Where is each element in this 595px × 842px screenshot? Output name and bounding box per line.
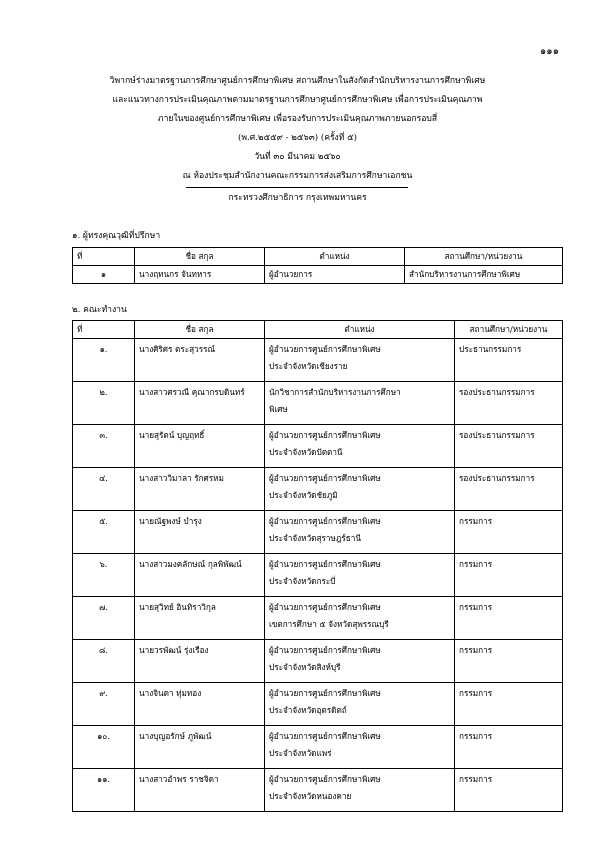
member-position: [265, 382, 455, 425]
section2-heading: ๒. คณะทำงาน: [72, 305, 127, 315]
table-header-row: [73, 321, 563, 339]
position-line: ผู้อำนวยการศูนย์การศึกษาพิเศษ: [269, 774, 381, 784]
position-line: ประจำจังหวัดหนองคาย: [269, 791, 352, 801]
row-number: ๙.: [73, 683, 135, 726]
member-position: [265, 640, 455, 683]
advisor-table: [72, 247, 563, 284]
position-line: ประจำจังหวัดเชียงราย: [269, 361, 348, 371]
position-line: ผู้อำนวยการศูนย์การศึกษาพิเศษ: [269, 430, 381, 440]
position-line: ผู้อำนวยการ: [269, 269, 313, 279]
position-line: ประจำจังหวัดชัยภูมิ: [269, 490, 338, 500]
header-position: ตำแหน่ง: [265, 321, 455, 339]
member-position: [265, 468, 455, 511]
member-position: [265, 554, 455, 597]
member-name: นางฤทนกร จันทหาร: [135, 266, 265, 284]
position-line: นักวิชาการสำนักบริหารงานการศึกษา: [269, 387, 401, 397]
member-role: กรรมการ: [455, 597, 563, 640]
member-position: [265, 726, 455, 769]
member-name: นายวรพัฒน์ รุ่งเรือง: [135, 640, 265, 683]
member-role: ประธานกรรมการ: [455, 339, 563, 382]
member-position: [265, 511, 455, 554]
working-group-table: [72, 320, 563, 812]
member-role: รองประธานกรรมการ: [455, 468, 563, 511]
title-line: (พ.ศ.๒๕๕๙ - ๒๕๖๓) (ครั้งที่ ๕): [237, 133, 358, 143]
member-role: กรรมการ: [455, 511, 563, 554]
member-role: กรรมการ: [455, 554, 563, 597]
header-name: ชื่อ สกุล: [135, 248, 265, 266]
position-line: ผู้อำนวยการศูนย์การศึกษาพิเศษ: [269, 731, 381, 741]
table-row: [73, 468, 563, 511]
position-line: ผู้อำนวยการศูนย์การศึกษาพิเศษ: [269, 559, 381, 569]
position-line: ประจำจังหวัดสุราษฎร์ธานี: [269, 533, 361, 543]
member-name: นางศิริศร ตระสุวรรณ์: [135, 339, 265, 382]
title-divider: [186, 187, 408, 188]
position-line: ประจำจังหวัดสิงห์บุรี: [269, 662, 341, 672]
member-role: กรรมการ: [455, 683, 563, 726]
header-no: ที่: [73, 321, 135, 339]
row-number: ๕.: [73, 511, 135, 554]
header-name: ชื่อ สกุล: [135, 321, 265, 339]
document-title: [50, 72, 545, 186]
title-line: วิพากษ์ร่างมาตรฐานการศึกษาศูนย์การศึกษาพิเศษ สถานศึกษาในสังกัดสำนักบริหารงานการศึกษาพิเศษ: [109, 76, 486, 86]
row-number: ๑๑.: [73, 769, 135, 812]
position-line: เขตการศึกษา ๕ จังหวัดสุพรรณบุรี: [269, 619, 389, 629]
table-row: [73, 266, 563, 284]
table-row: [73, 554, 563, 597]
position-line: ผู้อำนวยการศูนย์การศึกษาพิเศษ: [269, 602, 381, 612]
row-number: ๑: [73, 266, 135, 284]
row-number: ๒.: [73, 382, 135, 425]
title-line: ภายในของศูนย์การศึกษาพิเศษ เพื่อรองรับการประเมินคุณภาพภายนอกรอบสี่: [157, 114, 438, 124]
table-row: [73, 511, 563, 554]
table-row: [73, 683, 563, 726]
member-role: กรรมการ: [455, 640, 563, 683]
position-line: ผู้อำนวยการศูนย์การศึกษาพิเศษ: [269, 688, 381, 698]
title-line: ณ ห้องประชุมสำนักงานคณะกรรมการส่งเสริมการศึกษาเอกชน: [182, 171, 413, 181]
header-position: ตำแหน่ง: [265, 248, 405, 266]
member-position: [265, 266, 405, 284]
member-role: กรรมการ: [455, 769, 563, 812]
position-line: ผู้อำนวยการศูนย์การศึกษาพิเศษ: [269, 516, 381, 526]
member-name: นางสาววิมาลา รักศรหม: [135, 468, 265, 511]
row-number: ๗.: [73, 597, 135, 640]
section1-heading: ๑. ผู้ทรงคุณวุฒิที่ปรึกษา: [72, 231, 161, 241]
row-number: ๑๐.: [73, 726, 135, 769]
row-number: ๔.: [73, 468, 135, 511]
member-role: กรรมการ: [455, 726, 563, 769]
page-number: ๑๑๑: [539, 46, 559, 57]
title-line: วันที่ ๓๐ มีนาคม ๒๕๖๐: [254, 152, 341, 162]
row-number: ๓.: [73, 425, 135, 468]
member-name: นายณัฐพงษ์ บำรุง: [135, 511, 265, 554]
member-name: นางบุญอรักษ์ ภูพัฒน์: [135, 726, 265, 769]
ministry-line: กระทรวงศึกษาธิการ กรุงเทพมหานคร: [228, 193, 367, 203]
position-line: ประจำจังหวัดอุตรดิตถ์: [269, 705, 347, 715]
member-position: [265, 597, 455, 640]
member-name: นายสุรัตน์ บุญฤทธิ์: [135, 425, 265, 468]
member-name: นางสาวมงคลักษณ์ กุลพิพัฒน์: [135, 554, 265, 597]
member-role: รองประธานกรรมการ: [455, 425, 563, 468]
header-org: สถานศึกษา/หน่วยงาน: [455, 321, 563, 339]
table-row: [73, 640, 563, 683]
member-position: [265, 339, 455, 382]
table-row: [73, 769, 563, 812]
member-role: รองประธานกรรมการ: [455, 382, 563, 425]
position-line: พิเศษ: [269, 404, 288, 414]
position-line: ประจำจังหวัดกระบี่: [269, 576, 336, 586]
position-line: ผู้อำนวยการศูนย์การศึกษาพิเศษ: [269, 473, 381, 483]
table-row: [73, 425, 563, 468]
row-number: ๑.: [73, 339, 135, 382]
table-row: [73, 726, 563, 769]
position-line: ผู้อำนวยการศูนย์การศึกษาพิเศษ: [269, 344, 381, 354]
member-position: [265, 683, 455, 726]
position-line: ผู้อำนวยการศูนย์การศึกษาพิเศษ: [269, 645, 381, 655]
table-row: [73, 597, 563, 640]
member-role: สำนักบริหารงานการศึกษาพิเศษ: [405, 266, 563, 284]
member-name: นายสุวิทย์ อินทิราวิกุล: [135, 597, 265, 640]
member-position: [265, 769, 455, 812]
row-number: ๖.: [73, 554, 135, 597]
table-header-row: [73, 248, 563, 266]
position-line: ประจำจังหวัดแพร่: [269, 748, 332, 758]
title-line: และแนวทางการประเมินคุณภาพตามมาตรฐานการศึกษาศูนย์การศึกษาพิเศษ เพื่อการประเมินคุณภาพ: [112, 95, 483, 105]
row-number: ๘.: [73, 640, 135, 683]
member-position: [265, 425, 455, 468]
table-row: [73, 382, 563, 425]
member-name: นางสาวอำพร ราชจิดา: [135, 769, 265, 812]
header-org: สถานศึกษา/หน่วยงาน: [405, 248, 563, 266]
member-name: นางจินดา ทุ่มทอง: [135, 683, 265, 726]
position-line: ประจำจังหวัดปัตตานี: [269, 447, 343, 457]
table-row: [73, 339, 563, 382]
header-no: ที่: [73, 248, 135, 266]
member-name: นางสาวศรวณี คุณากรบดินทร์: [135, 382, 265, 425]
